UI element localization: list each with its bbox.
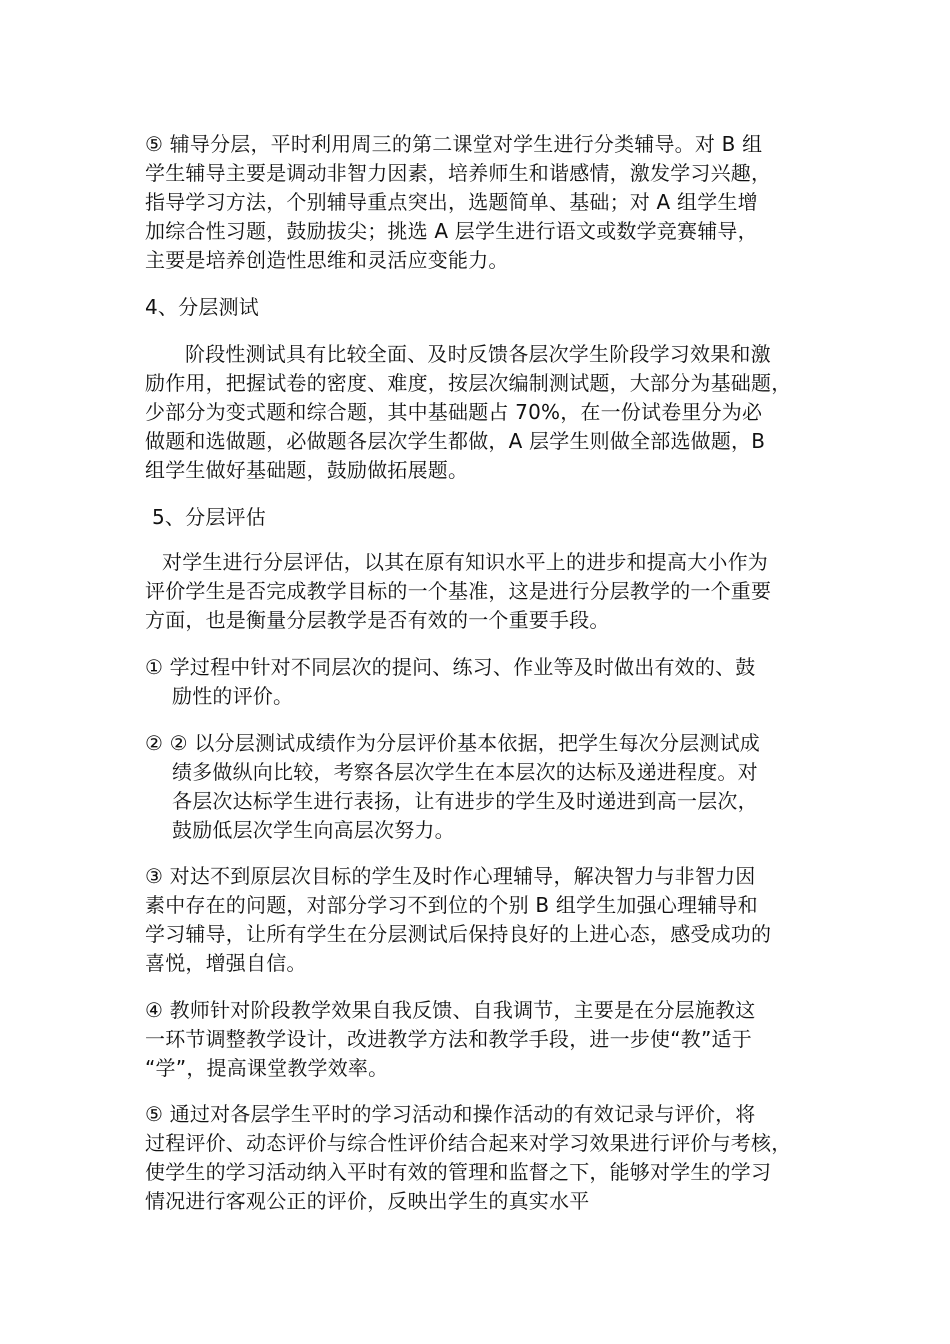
list-item-line: “学”，提高课堂教学效率。 — [145, 1056, 389, 1080]
list-item-line: ⑤ 通过对各层学生平时的学习活动和操作活动的有效记录与评价，将 — [145, 1102, 756, 1126]
paragraph-line: 少部分为变式题和综合题，其中基础题占 70%，在一份试卷里分为必 — [145, 400, 763, 424]
list-item-line: 各层次达标学生进行表扬，让有进步的学生及时递进到高一层次， — [172, 789, 758, 813]
list-item-line: 鼓励低层次学生向高层次努力。 — [172, 818, 455, 842]
paragraph-line: 对学生进行分层评估，以其在原有知识水平上的进步和提高大小作为 — [162, 550, 768, 574]
paragraph-line: 阶段性测试具有比较全面、及时反馈各层次学生阶段学习效果和激 — [185, 342, 771, 366]
paragraph-line: 做题和选做题，必做题各层次学生都做，A 层学生则做全部选做题，B — [145, 429, 766, 453]
list-item-line: ② ② 以分层测试成绩作为分层评价基本依据，把学生每次分层测试成 — [145, 731, 760, 755]
list-item-line: 使学生的学习活动纳入平时有效的管理和监督之下，能够对学生的学习 — [145, 1160, 772, 1184]
paragraph-line: 学生辅导主要是调动非智力因素，培养师生和谐感情，激发学习兴趣， — [145, 161, 772, 185]
paragraph-line: 组学生做好基础题，鼓励做拓展题。 — [145, 458, 469, 482]
section-heading: 5、分层评估 — [152, 505, 266, 529]
list-item-line: 学习辅导，让所有学生在分层测试后保持良好的上进心态，感受成功的 — [145, 922, 772, 946]
paragraph-line: 励作用，把握试卷的密度、难度，按层次编制测试题，大部分为基础题， — [145, 371, 792, 395]
section-heading: 4、分层测试 — [145, 295, 259, 319]
list-item-line: ④ 教师针对阶段教学效果自我反馈、自我调节，主要是在分层施教这 — [145, 998, 756, 1022]
list-item-line: 励性的评价。 — [172, 684, 294, 708]
paragraph-line: 加综合性习题，鼓励拔尖；挑选 A 层学生进行语文或数学竞赛辅导， — [145, 219, 758, 243]
list-item-line: 情况进行客观公正的评价，反映出学生的真实水平 — [145, 1189, 590, 1213]
paragraph-line: 指导学习方法，个别辅导重点突出，选题简单、基础；对 A 组学生增 — [145, 190, 758, 214]
list-item-line: 过程评价、动态评价与综合性评价结合起来对学习效果进行评价与考核， — [145, 1131, 792, 1155]
paragraph-line: 方面，也是衡量分层教学是否有效的一个重要手段。 — [145, 608, 610, 632]
list-item-line: 一环节调整教学设计，改进教学方法和教学手段，进一步使“教”适于 — [145, 1027, 752, 1051]
paragraph-line: 主要是培养创造性思维和灵活应变能力。 — [145, 248, 509, 272]
list-item-line: 素中存在的问题，对部分学习不到位的个别 B 组学生加强心理辅导和 — [145, 893, 758, 917]
list-item-line: ③ 对达不到原层次目标的学生及时作心理辅导，解决智力与非智力因 — [145, 864, 756, 888]
paragraph-line: ⑤ 辅导分层，平时利用周三的第二课堂对学生进行分类辅导。对 B 组 — [145, 132, 763, 156]
list-item-line: 绩多做纵向比较，考察各层次学生在本层次的达标及递进程度。对 — [172, 760, 758, 784]
paragraph-line: 评价学生是否完成教学目标的一个基准，这是进行分层教学的一个重要 — [145, 579, 772, 603]
list-item-line: ① 学过程中针对不同层次的提问、练习、作业等及时做出有效的、鼓 — [145, 655, 756, 679]
list-item-line: 喜悦，增强自信。 — [145, 951, 307, 975]
